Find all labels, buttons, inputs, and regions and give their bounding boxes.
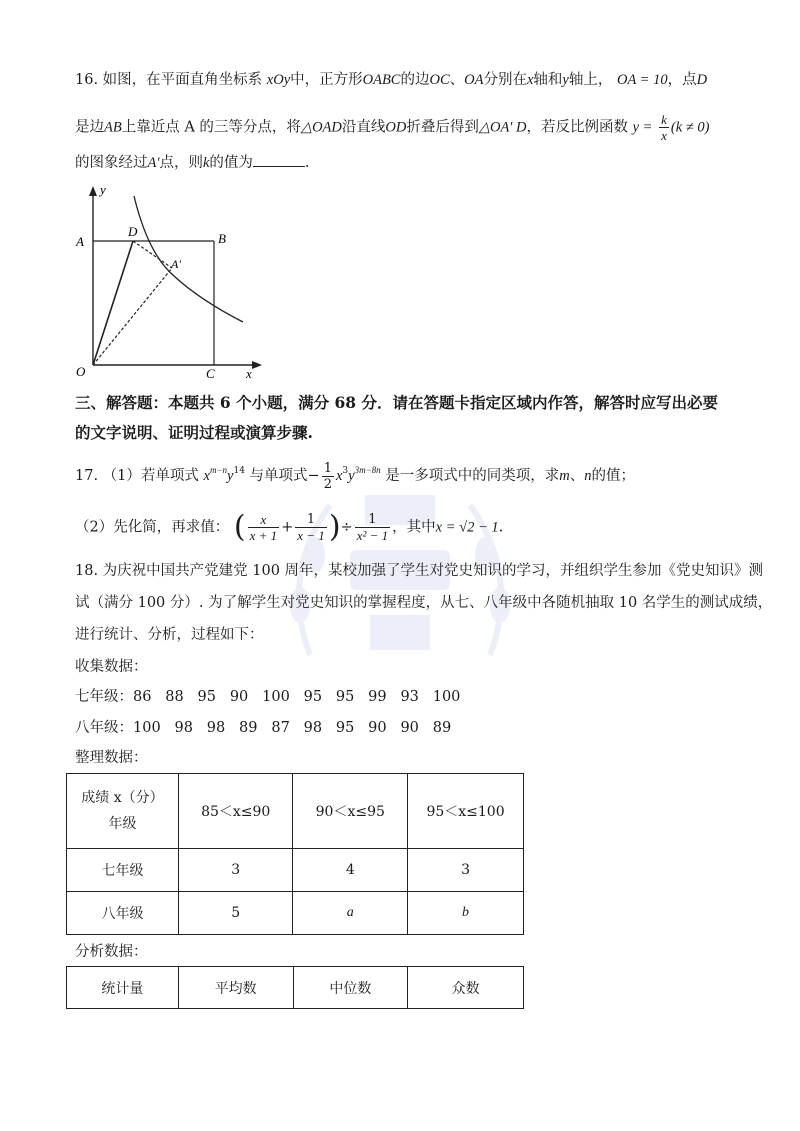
table1-cell: 3 (178, 849, 293, 892)
collect-title: 收集数据： (75, 659, 148, 675)
label-o: O (76, 364, 86, 379)
section3-heading-line1: 三、解答题：本题共 6 个小题，满分 68 分．请在答题卡指定区域内作答，解答时应写出必要 (75, 393, 718, 412)
table1-row2-label: 八年级 (67, 892, 179, 935)
organize-title: 整理数据： (75, 750, 148, 766)
half-fraction: $\frac{1}{2}$ (323, 460, 332, 492)
label-x: x (246, 366, 252, 380)
segment-oa-prime (93, 268, 172, 365)
segment-od (93, 241, 133, 365)
table1-cell: a (293, 892, 408, 935)
table1-cell: 5 (178, 892, 293, 935)
q16-line1: 16. 如图，在平面直角坐标系 xOy中，正方形OABC的边OC、OA分别在x轴和y轴上， OA = 10，点D (75, 72, 708, 88)
analyze-table (66, 966, 524, 1009)
label-a: A (76, 234, 84, 249)
label-a-prime: A' (171, 257, 181, 271)
label-d: D (128, 224, 138, 239)
section3-heading-line2: 的文字说明、证明过程或演算步骤. (75, 423, 313, 442)
table1-cell: 4 (293, 849, 408, 892)
grade7-row: 七年级：86 88 95 90 100 95 95 99 93 100 (75, 689, 461, 705)
grade8-row: 八年级：100 98 98 89 87 98 95 90 90 89 (75, 720, 452, 736)
q18-line3: 进行统计、分析，过程如下： (75, 627, 264, 643)
hyperbola-curve (134, 196, 243, 322)
label-c: C (206, 366, 215, 380)
fraction-1: $\frac{x}{x + 1}$ (249, 512, 278, 543)
table1-corner: 成绩 x（分） 年级 (67, 774, 179, 849)
segment-da-prime (133, 241, 172, 268)
organize-table (66, 773, 524, 935)
q18-line2: 试（满分 100 分）. 为了解学生对党史知识的掌握程度，从七、八年级中各随机抽取 10 名学生的测试成绩， (75, 595, 773, 611)
table2-col1: 平均数 (178, 967, 293, 1009)
q17-part2: （2）先化简，再求值： ( $\frac{x}{x + 1}$ + $\frac{1}{x - 1}$ )÷ $\frac{1}{\text{x² − 1}}$ ，其中x = √2 − 1. (75, 509, 504, 545)
table1-col2: 90＜x≤95 (293, 774, 408, 849)
answer-blank (253, 152, 305, 167)
table2-col0: 统计量 (67, 967, 179, 1009)
table2-col3: 众数 (408, 967, 524, 1009)
q16-line2: 是边AB上靠近点 A 的三等分点，将△OAD沿直线OD折叠后得到△OA' D，若反比例函数 y = $\frac{k}{x}$ (k ≠ 0) (75, 112, 710, 143)
table1-col3: 95＜x≤100 (408, 774, 524, 849)
q18-line1: 18. 为庆祝中国共产党建党 100 周年，某校加强了学生对党史知识的学习，并组织学生参加《党史知识》测 (75, 563, 764, 579)
y-axis-arrow (89, 186, 97, 196)
table2-col2: 中位数 (293, 967, 408, 1009)
fraction-3: $\frac{1}{\text{x² − 1}}$ (356, 512, 389, 543)
table1-row1-label: 七年级 (67, 849, 179, 892)
table1-cell: 3 (408, 849, 524, 892)
label-b: B (218, 231, 226, 246)
q17-part1: 17. （1）若单项式 $x^{m-n}y^{14}$ 与单项式− $\frac{1}{2}$ $x^3y^{3m-8n}$ 是一多项式中的同类项，求m、n的值； (75, 460, 635, 492)
table1-col1: 85＜x≤90 (178, 774, 293, 849)
geometry-figure (70, 180, 270, 380)
label-y: y (100, 182, 106, 197)
fraction-2: $\frac{1}{x - 1}$ (297, 512, 325, 543)
function-fraction: $\frac{k}{x}$ (661, 112, 667, 143)
q16-line3: 的图象经过A'点，则k的值为 . (75, 152, 735, 173)
analyze-title: 分析数据： (75, 944, 148, 960)
x-axis-arrow (252, 361, 262, 369)
table1-cell: b (408, 892, 524, 935)
